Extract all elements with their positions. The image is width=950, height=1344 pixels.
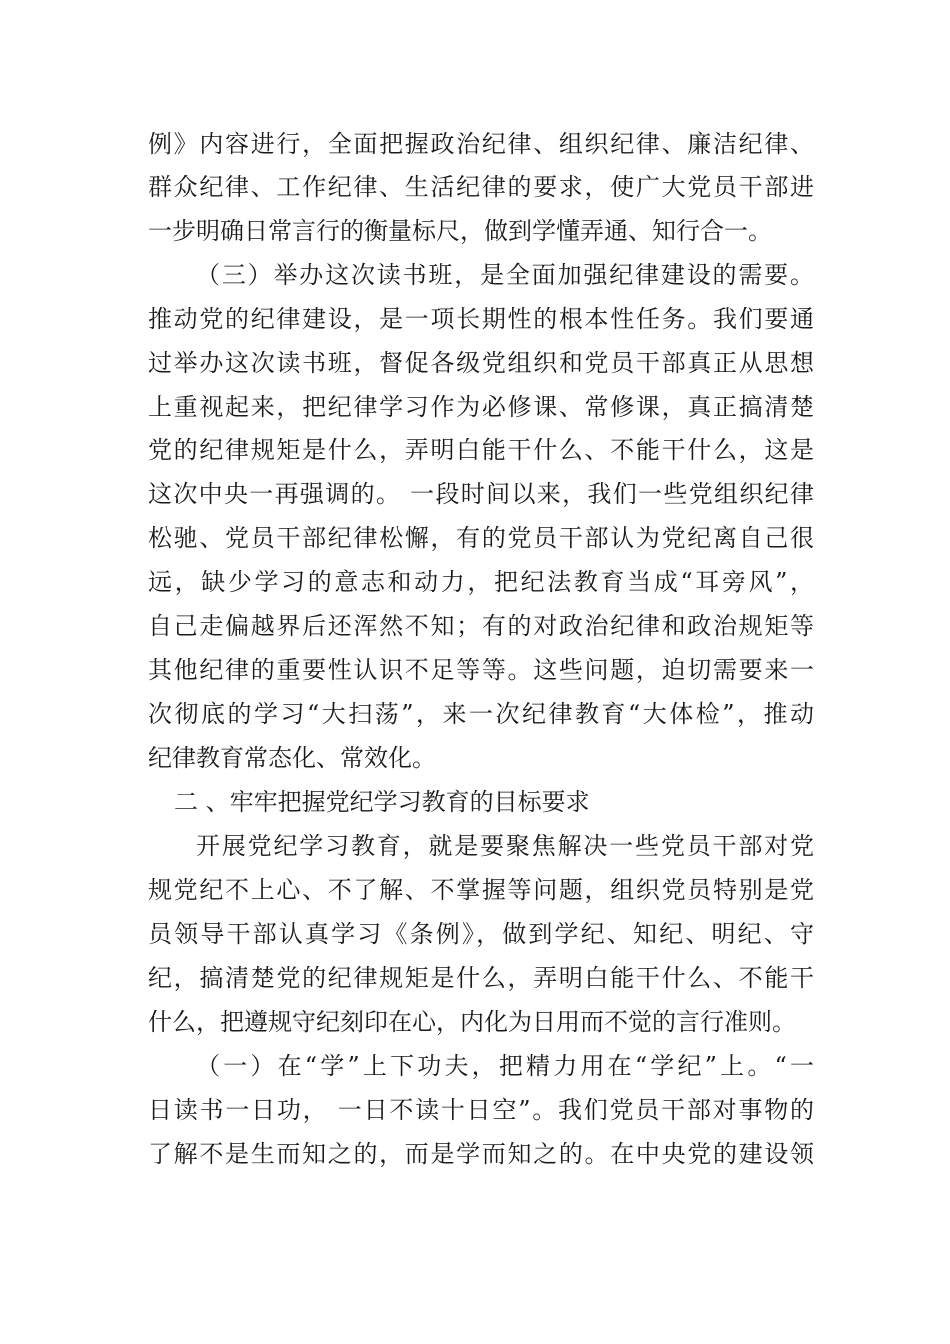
paragraph-heading-three: （三）举办这次读书班，是全面加强纪律建设的需要。 <box>196 261 814 289</box>
text-line: 日读书一日功， 一日不读十日空”。我们党员干部对事物的 <box>148 1096 814 1124</box>
text-line: 开展党纪学习教育，就是要聚焦解决一些党员干部对党 <box>196 832 814 860</box>
text-line: 远，缺少学习的意志和动力，把纪法教育当成“耳旁风”， <box>148 568 814 596</box>
text-line: 这次中央一再强调的。 一段时间以来，我们一些党组织纪律 <box>148 480 814 508</box>
text-line: 纪律教育常态化、常效化。 <box>148 744 436 772</box>
text-line: 过举办这次读书班，督促各级党组织和党员干部真正从思想 <box>148 349 814 377</box>
text-line: 推动党的纪律建设，是一项长期性的根本性任务。我们要通 <box>148 305 814 333</box>
text-line: 规党纪不上心、不了解、不掌握等问题，组织党员特别是党 <box>148 876 814 904</box>
text-line: 一步明确日常言行的衡量标尺，做到学懂弄通、知行合一。 <box>148 217 772 245</box>
text-line: 党的纪律规矩是什么，弄明白能干什么、不能干什么，这是 <box>148 436 814 464</box>
text-line: 纪，搞清楚党的纪律规矩是什么，弄明白能干什么、不能干 <box>148 964 814 992</box>
text-line: 上重视起来，把纪律学习作为必修课、常修课，真正搞清楚 <box>148 393 814 421</box>
section-heading: 二 、牢牢把握党纪学习教育的目标要求 <box>174 788 590 816</box>
text-line: 松驰、党员干部纪律松懈，有的党员干部认为党纪离自己很 <box>148 524 814 552</box>
text-line: 自己走偏越界后还浑然不知；有的对政治纪律和政治规矩等 <box>148 612 814 640</box>
text-line: 其他纪律的重要性认识不足等等。这些问题，迫切需要来一 <box>148 656 814 684</box>
text-line: 了解不是生而知之的，而是学而知之的。在中央党的建设领 <box>148 1140 814 1168</box>
paragraph-heading-one: （一）在“学”上下功夫，把精力用在“学纪”上。“一 <box>196 1052 814 1080</box>
text-line: 例》内容进行，全面把握政治纪律、组织纪律、廉洁纪律、 <box>148 130 814 158</box>
text-line: 群众纪律、工作纪律、生活纪律的要求，使广大党员干部进 <box>148 173 814 201</box>
text-line: 员领导干部认真学习《条例》，做到学纪、知纪、明纪、守 <box>148 920 814 948</box>
text-line: 什么，把遵规守纪刻印在心，内化为日用而不觉的言行准则。 <box>148 1008 796 1036</box>
text-line: 次彻底的学习“大扫荡”，来一次纪律教育“大体检”，推动 <box>148 700 814 728</box>
